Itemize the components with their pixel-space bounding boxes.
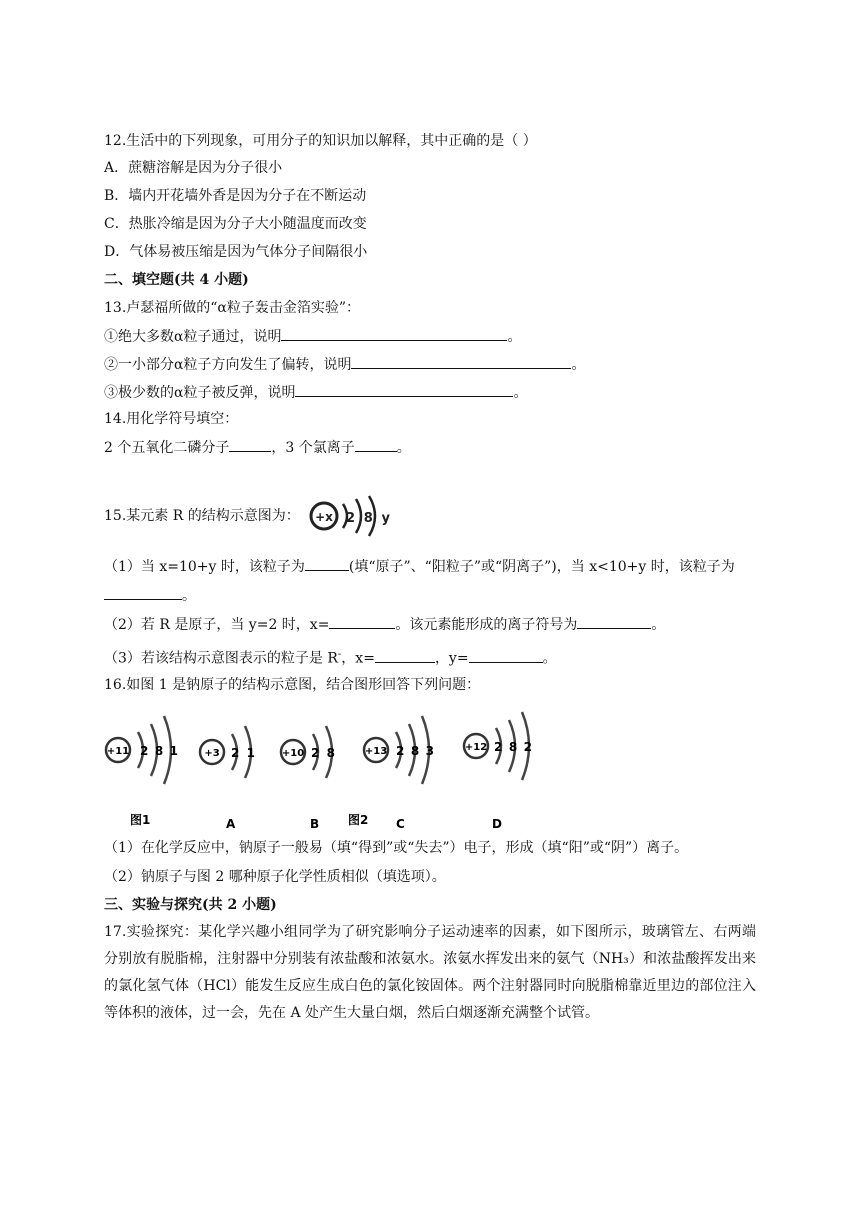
- q15-shell-electrons: 2 8 y: [346, 511, 390, 526]
- atom-figure-d: [464, 712, 532, 831]
- q15-part-3-text-a: （3）若该结构示意图表示的粒子是 R: [104, 650, 338, 667]
- q13-stem: 13.卢瑟福所做的“α粒子轰击金箔实验”：: [104, 300, 361, 316]
- nucleus-label: +13: [364, 746, 388, 757]
- shell-electrons: 2 1: [231, 746, 255, 760]
- figure-1-caption: 图1: [130, 813, 151, 827]
- nucleus-label: +3: [204, 748, 220, 759]
- figure-2-caption: 图2: [348, 813, 369, 827]
- nucleus-label: +10: [281, 748, 305, 759]
- q13-line-1: [104, 326, 521, 347]
- atom-sodium-figure-1: [106, 716, 178, 784]
- answer-blank[interactable]: [281, 326, 507, 341]
- answer-blank[interactable]: [355, 437, 397, 452]
- q16-part-1: （1）在化学反应中，钠原子一般易（填“得到”或“失去”）电子，形成（填“阳”或“阴”）离子。: [104, 840, 689, 856]
- answer-blank[interactable]: [329, 614, 395, 629]
- q15-part-1-text-a: （1）当 x=10+y 时，该粒子为: [104, 559, 305, 575]
- section-heading-experiment: 三、实验与探究(共 2 小题): [104, 897, 277, 913]
- figure-label-b: B: [310, 817, 320, 831]
- period: 。: [396, 440, 411, 456]
- shell-electrons: 2 8: [311, 746, 335, 760]
- q15-part-1: [104, 556, 735, 577]
- period: 。: [651, 617, 666, 633]
- answer-blank[interactable]: [104, 585, 182, 600]
- answer-blank[interactable]: [469, 648, 543, 663]
- answer-blank[interactable]: [577, 614, 651, 629]
- q16-part-2: （2）钠原子与图 2 哪种原子化学性质相似（填选项）。: [104, 869, 446, 885]
- q13-line-1-text: ①绝大多数α粒子通过，说明: [104, 329, 282, 345]
- section-heading-fill-in: 二、填空题(共 4 小题): [104, 272, 249, 288]
- q15-part-3-text-b: ，x=: [341, 650, 375, 667]
- q15-structure-diagram: [306, 494, 396, 538]
- q16-stem: 16.如图 1 是钠原子的结构示意图，结合图形回答下列问题：: [104, 677, 481, 693]
- q14-part-a: 2 个五氧化二磷分子: [104, 440, 230, 456]
- q15-part-1-cont: [104, 585, 196, 606]
- q12-option-a: A．蔗糖溶解是因为分子很小: [104, 160, 283, 176]
- figure-label-d: D: [492, 817, 502, 831]
- answer-blank[interactable]: [229, 437, 271, 452]
- answer-blank[interactable]: [351, 354, 571, 369]
- answer-blank[interactable]: [375, 648, 435, 663]
- shell-electrons: 2 8 1: [140, 744, 178, 758]
- period: 。: [507, 329, 522, 345]
- q12-stem: 12.生活中的下列现象，可用分子的知识加以解释，其中正确的是（ ）: [104, 133, 537, 149]
- period: 。: [542, 650, 557, 667]
- q12-option-c: C．热胀冷缩是因为分子大小随温度而改变: [104, 216, 367, 232]
- atom-figure-b: [281, 726, 335, 831]
- q15-nucleus-label: +x: [315, 510, 333, 524]
- q14-stem: 14.用化学符号填空：: [104, 411, 239, 427]
- period: 。: [182, 588, 196, 604]
- q15-part-3: [104, 645, 557, 669]
- q15-part-3-text-c: ，y=: [434, 650, 469, 667]
- q12-option-b: B．墙内开花墙外香是因为分子在不断运动: [104, 188, 367, 204]
- figure-label-a: A: [226, 817, 236, 831]
- q15-part-2-text-a: （2）若 R 是原子，当 y=2 时，x=: [104, 617, 330, 633]
- q15-part-1-text-b: (填“原子”、“阳粒子”或“阴离子”)，当 x<10+y 时，该粒子为: [348, 559, 735, 575]
- answer-blank[interactable]: [305, 556, 349, 571]
- q14-line: [104, 437, 411, 458]
- q14-part-b: ，3 个氯离子: [271, 440, 355, 456]
- figure-label-c: C: [396, 817, 405, 831]
- nucleus-label: +11: [106, 746, 130, 757]
- shell-electrons: 2 8 2: [494, 740, 532, 754]
- period: 。: [513, 385, 528, 401]
- q13-line-2-text: ②一小部分α粒子方向发生了偏转，说明: [104, 357, 352, 373]
- q13-line-3-text: ③极少数的α粒子被反弹，说明: [104, 385, 296, 401]
- q12-option-d: D．气体易被压缩是因为气体分子间隔很小: [104, 244, 368, 260]
- superscript-minus: -: [337, 649, 342, 660]
- nucleus-label: +12: [464, 742, 488, 753]
- shell-electrons: 2 8 3: [396, 744, 434, 758]
- atom-figure-a: [200, 726, 255, 831]
- q13-line-3: [104, 382, 527, 403]
- q17-text: 17.实验探究：某化学兴趣小组同学为了研究影响分子运动速率的因素，如下图所示，玻璃管左、右两端分别放有脱脂棉，注射器中分别装有浓盐酸和浓氨水。浓氨水挥发出来的氨气（NH₃）和浓盐酸挥发出来的氯化氢气体（HCl）能发生反应生成白色的氯化铵固体。两个注射器同时向脱脂棉靠近里边的部位注入等体积的液体，过一会，先在 A 处产生大量白烟，然后白烟逐渐充满整个试管。: [104, 924, 756, 1021]
- answer-blank[interactable]: [295, 382, 513, 397]
- q15-part-2-text-b: 。该元素能形成的离子符号为: [395, 617, 578, 633]
- q15-part-2: [104, 614, 665, 635]
- atom-figure-c: [364, 716, 434, 831]
- q13-line-2: [104, 354, 585, 375]
- period: 。: [571, 357, 586, 373]
- q16-atom-figures: [100, 700, 530, 830]
- q15-stem: 15.某元素 R 的结构示意图为：: [104, 508, 300, 524]
